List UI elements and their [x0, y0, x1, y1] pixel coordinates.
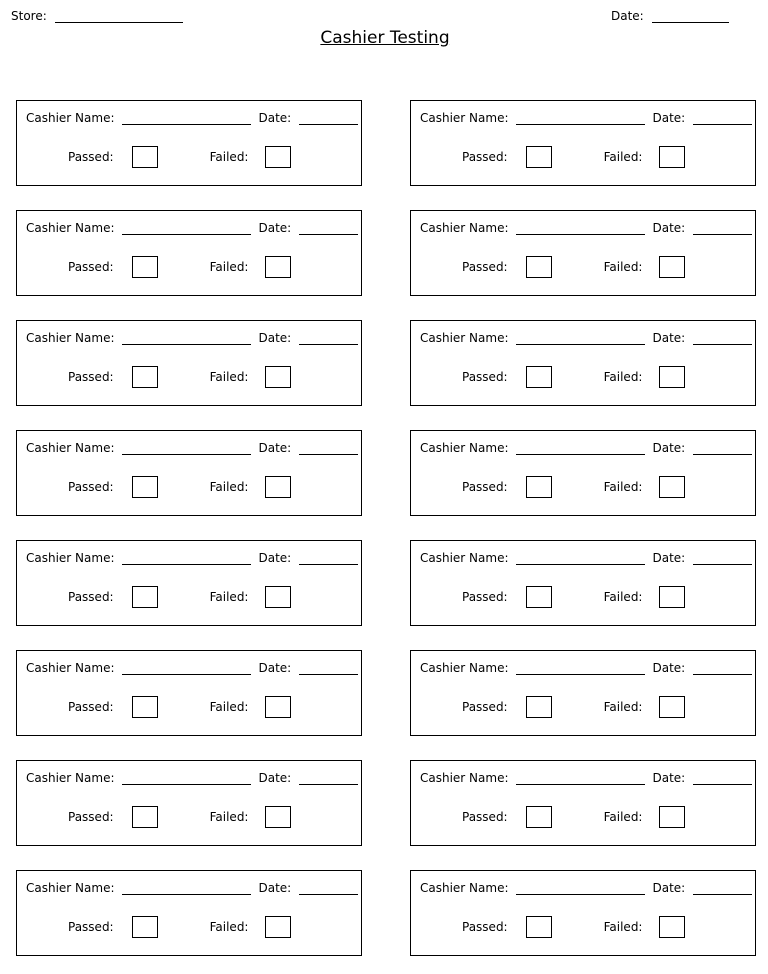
failed-checkbox[interactable]	[659, 586, 685, 608]
failed-label: Failed:	[209, 920, 249, 934]
card-result-row	[462, 585, 685, 609]
header-date-blank-line[interactable]	[652, 9, 729, 23]
cashier-test-card	[16, 430, 362, 516]
cashier-name-blank-line[interactable]	[516, 440, 645, 455]
card-date-blank-line[interactable]	[693, 880, 752, 895]
card-date-blank-line[interactable]	[693, 330, 752, 345]
cashier-test-card	[16, 540, 362, 626]
cashier-test-card	[410, 210, 756, 296]
failed-checkbox[interactable]	[659, 476, 685, 498]
card-date-label: Date:	[258, 881, 292, 895]
card-date-blank-line[interactable]	[693, 440, 752, 455]
cashier-name-blank-line[interactable]	[122, 110, 251, 125]
cashier-name-blank-line[interactable]	[516, 110, 645, 125]
card-date-label: Date:	[652, 441, 686, 455]
passed-label: Passed:	[462, 700, 508, 714]
cashier-name-label: Cashier Name:	[26, 771, 115, 785]
cashier-name-blank-line[interactable]	[516, 220, 645, 235]
passed-checkbox[interactable]	[526, 696, 552, 718]
card-date-label: Date:	[258, 441, 292, 455]
cashier-card-grid	[16, 100, 756, 956]
cashier-name-blank-line[interactable]	[122, 880, 251, 895]
card-name-row	[420, 548, 752, 565]
card-date-blank-line[interactable]	[299, 440, 358, 455]
card-date-blank-line[interactable]	[299, 220, 358, 235]
card-date-blank-line[interactable]	[693, 110, 752, 125]
card-name-row	[420, 658, 752, 675]
failed-label: Failed:	[209, 260, 249, 274]
card-date-label: Date:	[652, 881, 686, 895]
cashier-name-blank-line[interactable]	[122, 550, 251, 565]
cashier-name-blank-line[interactable]	[122, 330, 251, 345]
passed-label: Passed:	[462, 810, 508, 824]
card-result-row	[462, 475, 685, 499]
card-date-label: Date:	[652, 221, 686, 235]
passed-label: Passed:	[462, 480, 508, 494]
cashier-name-label: Cashier Name:	[420, 221, 509, 235]
cashier-test-card	[410, 100, 756, 186]
cashier-name-label: Cashier Name:	[26, 551, 115, 565]
card-date-label: Date:	[258, 771, 292, 785]
passed-label: Passed:	[462, 150, 508, 164]
card-name-row	[420, 328, 752, 345]
card-date-blank-line[interactable]	[299, 660, 358, 675]
passed-label: Passed:	[462, 370, 508, 384]
card-date-label: Date:	[652, 111, 686, 125]
card-date-label: Date:	[652, 551, 686, 565]
card-name-row	[420, 218, 752, 235]
cashier-name-label: Cashier Name:	[420, 881, 509, 895]
passed-checkbox[interactable]	[526, 586, 552, 608]
cashier-test-card	[410, 540, 756, 626]
cashier-test-card	[16, 210, 362, 296]
card-name-row	[26, 658, 358, 675]
failed-label: Failed:	[209, 480, 249, 494]
passed-label: Passed:	[68, 370, 114, 384]
cashier-name-blank-line[interactable]	[122, 220, 251, 235]
failed-checkbox[interactable]	[659, 696, 685, 718]
cashier-name-label: Cashier Name:	[26, 881, 115, 895]
card-date-blank-line[interactable]	[693, 550, 752, 565]
passed-checkbox[interactable]	[526, 146, 552, 168]
card-date-blank-line[interactable]	[299, 880, 358, 895]
cashier-name-blank-line[interactable]	[516, 550, 645, 565]
card-name-row	[26, 768, 358, 785]
card-result-row	[68, 695, 291, 719]
cashier-test-card	[410, 760, 756, 846]
failed-checkbox[interactable]	[659, 916, 685, 938]
card-result-row	[462, 255, 685, 279]
page-title: Cashier Testing	[320, 28, 450, 48]
passed-label: Passed:	[462, 260, 508, 274]
card-name-row	[26, 548, 358, 565]
failed-checkbox[interactable]	[265, 586, 291, 608]
card-name-row	[26, 328, 358, 345]
card-date-label: Date:	[652, 331, 686, 345]
failed-checkbox[interactable]	[659, 256, 685, 278]
card-result-row	[462, 805, 685, 829]
cashier-test-card	[16, 650, 362, 736]
card-name-row	[26, 438, 358, 455]
cashier-name-label: Cashier Name:	[26, 441, 115, 455]
card-name-row	[420, 108, 752, 125]
failed-label: Failed:	[209, 150, 249, 164]
card-name-row	[26, 878, 358, 895]
passed-checkbox[interactable]	[132, 696, 158, 718]
cashier-name-label: Cashier Name:	[26, 331, 115, 345]
failed-checkbox[interactable]	[265, 916, 291, 938]
card-date-label: Date:	[652, 661, 686, 675]
cashier-test-card	[16, 760, 362, 846]
cashier-test-card	[16, 320, 362, 406]
failed-label: Failed:	[603, 810, 643, 824]
cashier-test-card	[410, 430, 756, 516]
card-result-row	[68, 255, 291, 279]
card-name-row	[420, 438, 752, 455]
card-date-label: Date:	[258, 551, 292, 565]
card-name-row	[420, 768, 752, 785]
failed-label: Failed:	[603, 150, 643, 164]
failed-label: Failed:	[603, 920, 643, 934]
cashier-name-label: Cashier Name:	[420, 331, 509, 345]
cashier-test-card	[16, 100, 362, 186]
card-result-row	[68, 365, 291, 389]
card-result-row	[68, 585, 291, 609]
card-date-blank-line[interactable]	[693, 770, 752, 785]
card-date-label: Date:	[258, 221, 292, 235]
failed-checkbox[interactable]	[265, 256, 291, 278]
cashier-test-card	[410, 650, 756, 736]
cashier-name-blank-line[interactable]	[122, 770, 251, 785]
cashier-name-label: Cashier Name:	[26, 111, 115, 125]
store-field	[11, 7, 183, 23]
failed-label: Failed:	[603, 260, 643, 274]
cashier-name-label: Cashier Name:	[420, 771, 509, 785]
passed-label: Passed:	[68, 480, 114, 494]
card-result-row	[68, 915, 291, 939]
cashier-name-blank-line[interactable]	[516, 330, 645, 345]
passed-label: Passed:	[68, 260, 114, 274]
passed-checkbox[interactable]	[132, 806, 158, 828]
passed-checkbox[interactable]	[132, 476, 158, 498]
passed-checkbox[interactable]	[526, 256, 552, 278]
passed-label: Passed:	[68, 150, 114, 164]
failed-label: Failed:	[603, 480, 643, 494]
failed-label: Failed:	[603, 590, 643, 604]
cashier-name-label: Cashier Name:	[26, 661, 115, 675]
cashier-name-blank-line[interactable]	[516, 880, 645, 895]
passed-label: Passed:	[68, 810, 114, 824]
header-date-field	[611, 7, 729, 23]
passed-checkbox[interactable]	[526, 916, 552, 938]
passed-checkbox[interactable]	[526, 806, 552, 828]
card-date-label: Date:	[652, 771, 686, 785]
header-date-label: Date:	[611, 9, 644, 23]
passed-checkbox[interactable]	[132, 256, 158, 278]
cashier-test-card	[16, 870, 362, 956]
card-date-blank-line[interactable]	[299, 110, 358, 125]
passed-checkbox[interactable]	[132, 146, 158, 168]
passed-checkbox[interactable]	[132, 366, 158, 388]
cashier-name-blank-line[interactable]	[122, 440, 251, 455]
store-label: Store:	[11, 9, 47, 23]
card-date-label: Date:	[258, 661, 292, 675]
failed-checkbox[interactable]	[265, 366, 291, 388]
card-date-blank-line[interactable]	[299, 550, 358, 565]
failed-label: Failed:	[209, 810, 249, 824]
passed-checkbox[interactable]	[526, 366, 552, 388]
card-result-row	[68, 475, 291, 499]
failed-checkbox[interactable]	[659, 146, 685, 168]
card-date-blank-line[interactable]	[299, 770, 358, 785]
passed-checkbox[interactable]	[526, 476, 552, 498]
failed-checkbox[interactable]	[265, 696, 291, 718]
card-result-row	[68, 805, 291, 829]
passed-checkbox[interactable]	[132, 916, 158, 938]
passed-label: Passed:	[68, 590, 114, 604]
card-name-row	[26, 108, 358, 125]
cashier-name-blank-line[interactable]	[516, 770, 645, 785]
passed-label: Passed:	[462, 920, 508, 934]
card-result-row	[462, 365, 685, 389]
card-date-blank-line[interactable]	[693, 220, 752, 235]
card-date-blank-line[interactable]	[299, 330, 358, 345]
failed-checkbox[interactable]	[265, 146, 291, 168]
cashier-test-card	[410, 870, 756, 956]
cashier-test-card	[410, 320, 756, 406]
card-date-label: Date:	[258, 111, 292, 125]
cashier-name-blank-line[interactable]	[516, 660, 645, 675]
card-result-row	[462, 695, 685, 719]
cashier-name-label: Cashier Name:	[420, 111, 509, 125]
cashier-name-label: Cashier Name:	[420, 551, 509, 565]
failed-checkbox[interactable]	[659, 806, 685, 828]
passed-label: Passed:	[462, 590, 508, 604]
cashier-name-label: Cashier Name:	[420, 441, 509, 455]
cashier-name-label: Cashier Name:	[26, 221, 115, 235]
card-date-blank-line[interactable]	[693, 660, 752, 675]
failed-checkbox[interactable]	[265, 806, 291, 828]
passed-label: Passed:	[68, 700, 114, 714]
card-name-row	[420, 878, 752, 895]
failed-label: Failed:	[209, 590, 249, 604]
failed-label: Failed:	[603, 700, 643, 714]
store-blank-line[interactable]	[55, 9, 183, 23]
failed-label: Failed:	[209, 700, 249, 714]
failed-label: Failed:	[603, 370, 643, 384]
card-date-label: Date:	[258, 331, 292, 345]
card-result-row	[462, 915, 685, 939]
failed-checkbox[interactable]	[659, 366, 685, 388]
cashier-name-label: Cashier Name:	[420, 661, 509, 675]
card-result-row	[462, 145, 685, 169]
passed-checkbox[interactable]	[132, 586, 158, 608]
passed-label: Passed:	[68, 920, 114, 934]
failed-label: Failed:	[209, 370, 249, 384]
cashier-name-blank-line[interactable]	[122, 660, 251, 675]
card-name-row	[26, 218, 358, 235]
card-result-row	[68, 145, 291, 169]
failed-checkbox[interactable]	[265, 476, 291, 498]
